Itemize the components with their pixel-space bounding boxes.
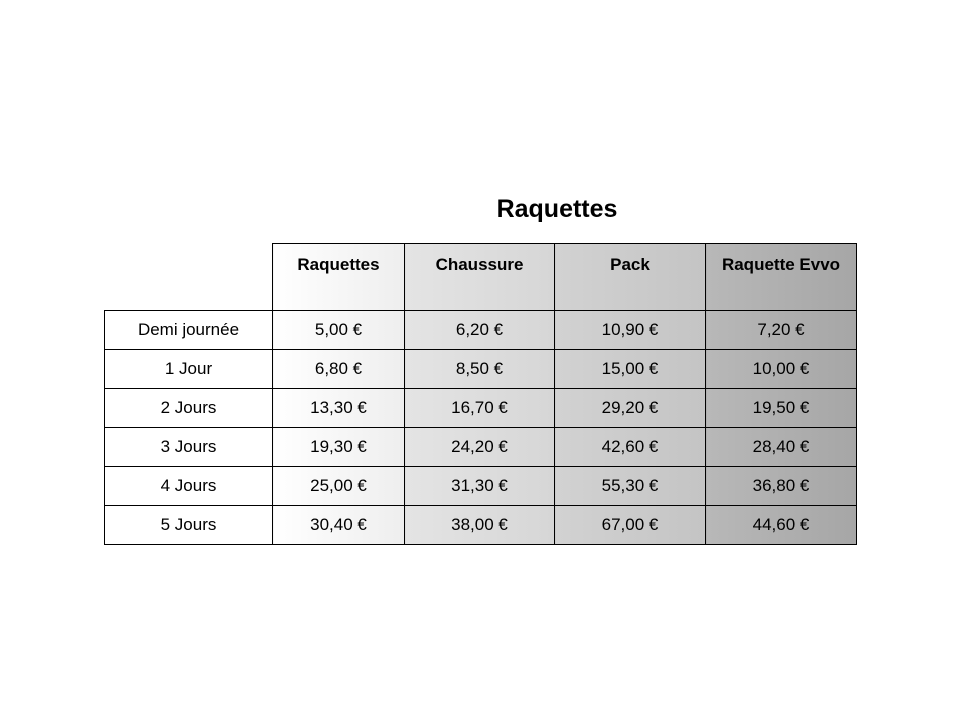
price-cell: 67,00 € <box>555 506 706 545</box>
price-cell: 29,20 € <box>555 389 706 428</box>
price-cell: 38,00 € <box>405 506 555 545</box>
row-label: 3 Jours <box>105 428 273 467</box>
price-cell: 7,20 € <box>706 311 857 350</box>
column-header-pack: Pack <box>555 244 706 311</box>
table-row <box>105 311 857 350</box>
price-cell: 16,70 € <box>405 389 555 428</box>
price-cell: 13,30 € <box>273 389 405 428</box>
row-label: 4 Jours <box>105 467 273 506</box>
price-cell: 5,00 € <box>273 311 405 350</box>
price-cell: 28,40 € <box>706 428 857 467</box>
table-row <box>105 428 857 467</box>
price-cell: 10,00 € <box>706 350 857 389</box>
price-cell: 30,40 € <box>273 506 405 545</box>
price-cell: 6,20 € <box>405 311 555 350</box>
price-cell: 55,30 € <box>555 467 706 506</box>
price-cell: 44,60 € <box>706 506 857 545</box>
table-header-row <box>105 244 857 311</box>
column-header-chaussure: Chaussure <box>405 244 555 311</box>
price-cell: 19,50 € <box>706 389 857 428</box>
price-cell: 6,80 € <box>273 350 405 389</box>
price-cell: 24,20 € <box>405 428 555 467</box>
price-cell: 42,60 € <box>555 428 706 467</box>
table-row <box>105 506 857 545</box>
page-title: Raquettes <box>496 195 618 223</box>
table-row <box>105 467 857 506</box>
row-label: 2 Jours <box>105 389 273 428</box>
table-row <box>105 389 857 428</box>
price-cell: 25,00 € <box>273 467 405 506</box>
table-row <box>105 350 857 389</box>
price-cell: 31,30 € <box>405 467 555 506</box>
price-cell: 10,90 € <box>555 311 706 350</box>
row-label: 1 Jour <box>105 350 273 389</box>
column-header-raquettes: Raquettes <box>273 244 405 311</box>
price-cell: 8,50 € <box>405 350 555 389</box>
table-corner-cell <box>105 244 273 311</box>
price-cell: 15,00 € <box>555 350 706 389</box>
row-label: Demi journée <box>105 311 273 350</box>
price-cell: 36,80 € <box>706 467 857 506</box>
price-table <box>104 243 857 545</box>
price-cell: 19,30 € <box>273 428 405 467</box>
row-label: 5 Jours <box>105 506 273 545</box>
column-header-raquette-evvo: Raquette Evvo <box>706 244 857 311</box>
